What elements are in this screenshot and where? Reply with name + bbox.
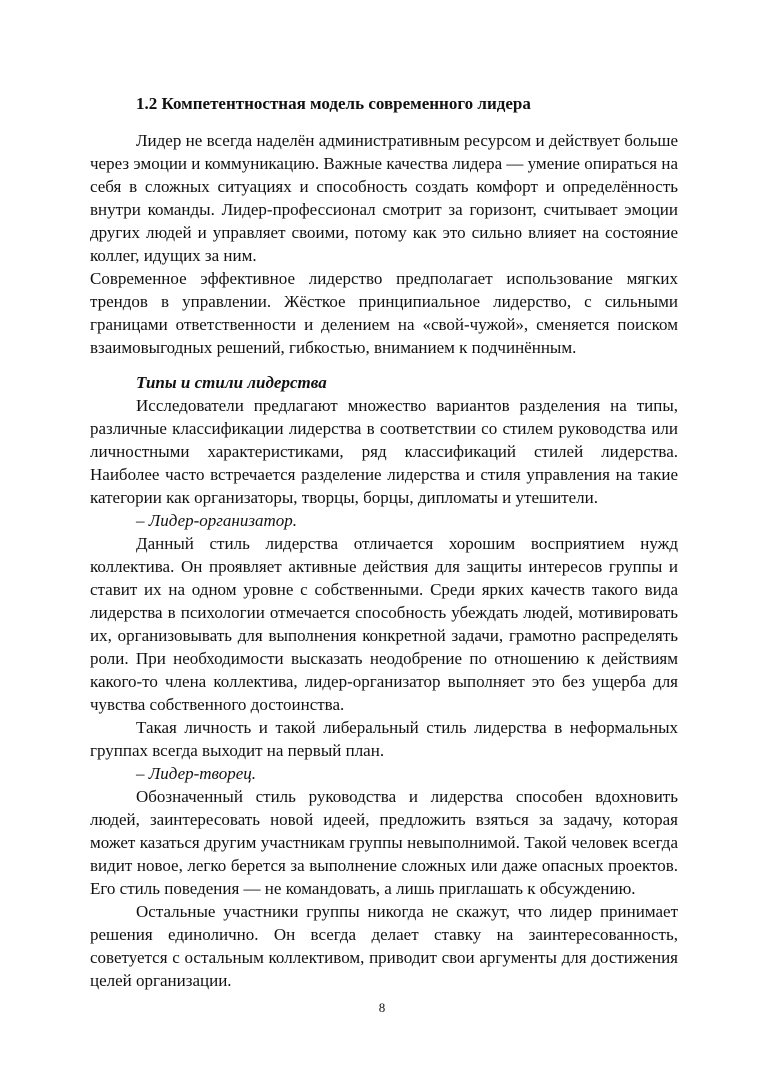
organizer-paragraph-1: Данный стиль лидерства отличается хорошим восприятием нужд коллектива. Он проявляет активные действия для защиты интересов группы и ставит их на одном уровне с собственными. Среди ярких качеств такого вида лидерства в психологии отмечается способность убеждать людей, мотивировать их, организовывать для выполнения конкретной задачи, грамотно распределять роли. При необходимости высказать неодобрение по отношению к действиям какого-то члена коллектива, лидер-организатор выполняет это без ущерба для чувства собственного достоинства. [90,534,678,714]
organizer-paragraph-2: Такая личность и такой либеральный стиль лидерства в неформальных группах всегда выходит на первый план. [90,718,678,760]
creator-paragraph-1: Обозначенный стиль руководства и лидерства способен вдохновить людей, заинтересовать новой идеей, предложить взяться за задачу, которая может казаться другим участникам группы невыполнимой. Такой человек всегда видит новое, легко берется за выполнение сложных или даже опасных проектов. Его стиль поведения — не командовать, а лишь приглашать к обсуждению. [90,787,678,898]
section-title: 1.2 Компетентностная модель современного лидера [136,94,531,113]
intro-paragraph-2: Современное эффективное лидерство предполагает использование мягких трендов в управлении. Жёсткое принципиальное лидерство, с сильными границами ответственности и делением на «свой-чужой», сменяется поиском взаимовыгодных решений, гибкостью, вниманием к подчинённым. [90,269,678,357]
types-intro-paragraph: Исследователи предлагают множество вариантов разделения на типы, различные классификации лидерства в соответствии со стилем руководства или личностными характеристиками, ряд классификаций стилей лидерства. Наиболее часто встречается разделение лидерства и стиля управления на такие категории как организаторы, творцы, борцы, дипломаты и утешители. [90,396,678,507]
document-page [90,82,678,992]
creator-paragraph-2: Остальные участники группы никогда не скажут, что лидер принимает решения единолично. Он всегда делает ставку на заинтересованность, советуется с остальным коллективом, приводит свои аргументы для достижения целей организации. [90,902,678,990]
subsection-title: Типы и стили лидерства [136,373,327,392]
creator-dash: – [136,764,149,783]
creator-label: Лидер-творец. [148,764,257,783]
organizer-dash: – [136,511,149,530]
page-number: 8 [378,1000,386,1015]
organizer-label: Лидер-организатор. [148,511,298,530]
intro-paragraph-1: Лидер не всегда наделён административным ресурсом и действует больше через эмоции и коммуникацию. Важные качества лидера — умение опираться на себя в сложных ситуациях и способность создать комфорт и определённость внутри команды. Лидер-профессионал смотрит за горизонт, считывает эмоции других людей и управляет своими, потому как это сильно влияет на состояние коллег, идущих за ним. [90,131,678,265]
organizer-heading [90,509,678,532]
creator-heading [90,762,678,785]
